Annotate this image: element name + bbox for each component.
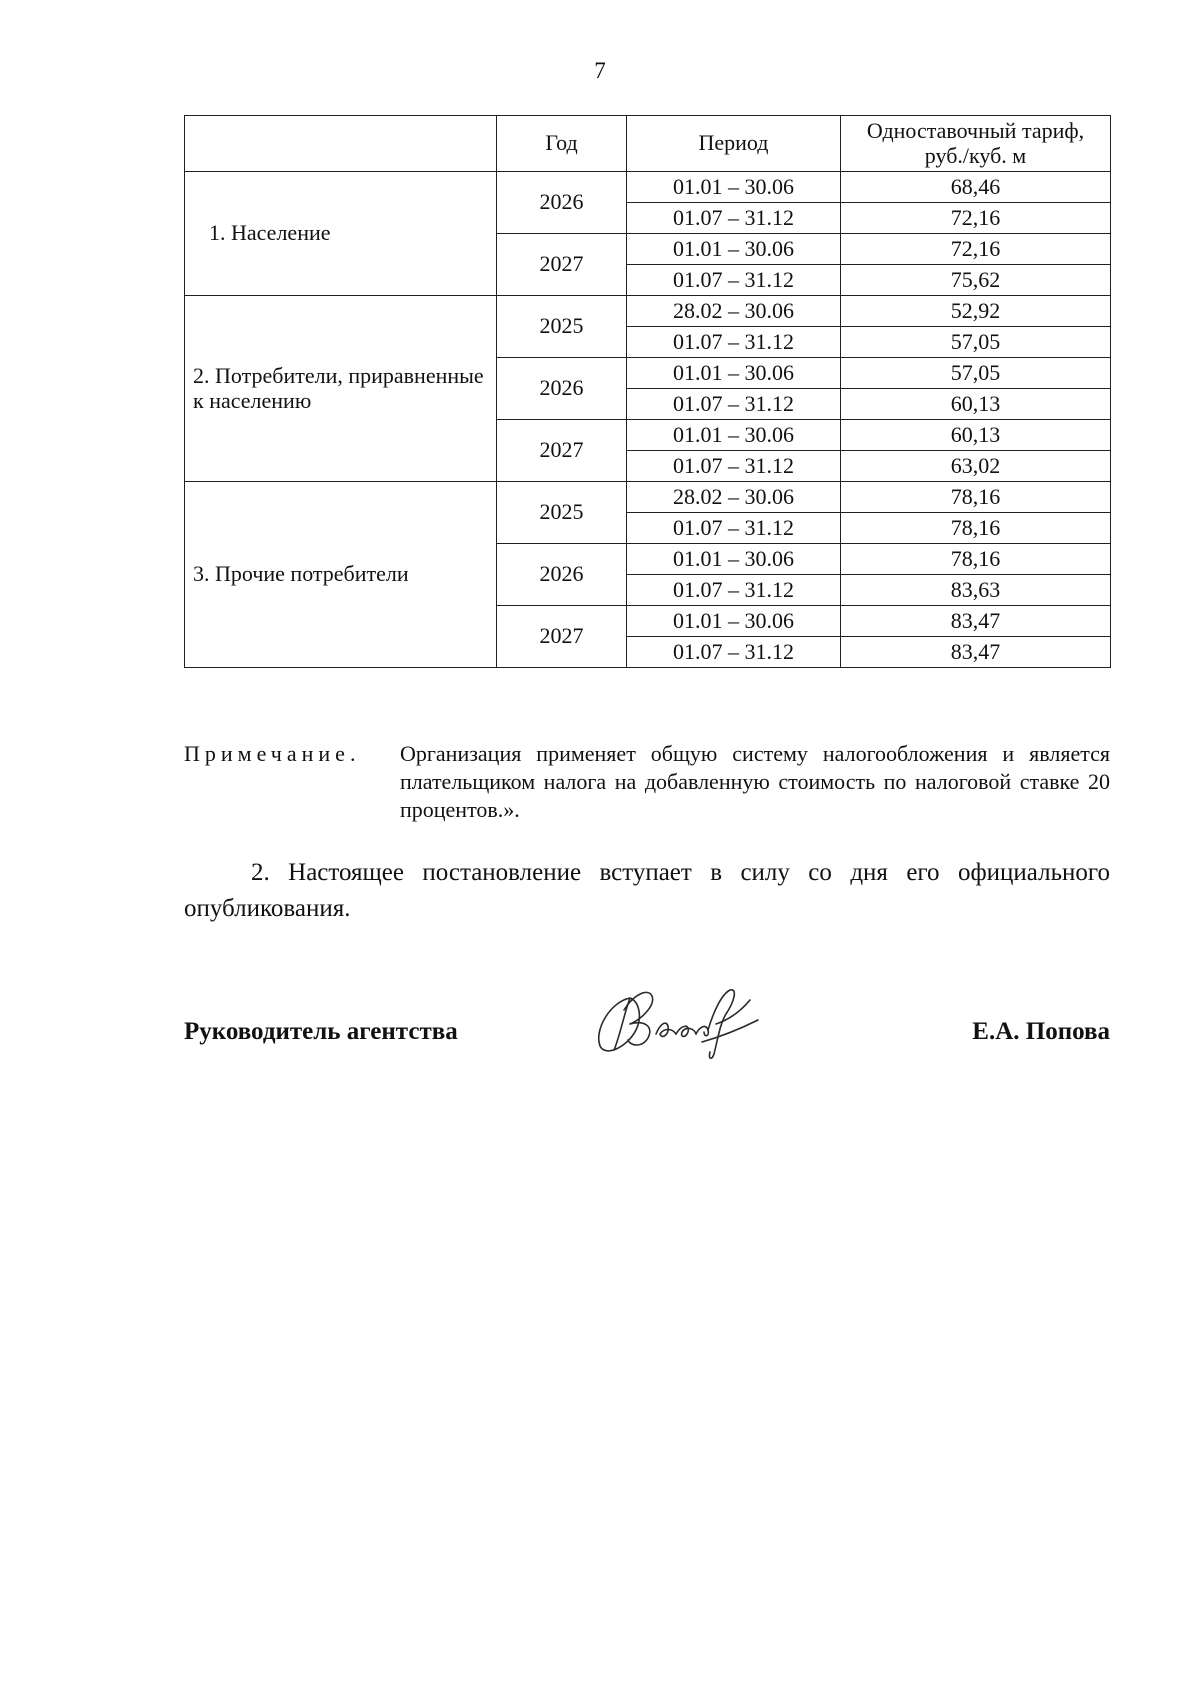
header-tariff: Одноставочный тариф, руб./куб. м [841,116,1111,172]
table-header-row [185,116,1111,172]
category-cell: 1. Население [185,172,497,296]
tariff-table [184,115,1111,668]
year-cell: 2026 [497,172,627,234]
tariff-cell: 57,05 [841,327,1111,358]
table-row [185,172,1111,203]
page-number: 7 [594,58,606,83]
tariff-cell: 72,16 [841,234,1111,265]
tariff-cell: 75,62 [841,265,1111,296]
period-cell: 01.07 – 31.12 [627,327,841,358]
tariff-cell: 63,02 [841,451,1111,482]
year-cell: 2026 [497,358,627,420]
year-cell: 2025 [497,482,627,544]
period-cell: 01.01 – 30.06 [627,172,841,203]
tariff-cell: 57,05 [841,358,1111,389]
header-period: Период [627,116,841,172]
period-cell: 01.01 – 30.06 [627,358,841,389]
tariff-cell: 78,16 [841,544,1111,575]
header-category [185,116,497,172]
tariff-cell: 68,46 [841,172,1111,203]
period-cell: 01.07 – 31.12 [627,203,841,234]
period-cell: 01.01 – 30.06 [627,544,841,575]
signatory-name: Е.А. Попова [972,1018,1110,1045]
period-cell: 01.07 – 31.12 [627,389,841,420]
period-cell: 01.07 – 31.12 [627,513,841,544]
tariff-cell: 52,92 [841,296,1111,327]
period-cell: 01.01 – 30.06 [627,606,841,637]
year-cell: 2027 [497,606,627,668]
category-cell: 3. Прочие потребители [185,482,497,668]
year-cell: 2027 [497,420,627,482]
category-cell: 2. Потребители, приравненные к населению [185,296,497,482]
period-cell: 28.02 – 30.06 [627,296,841,327]
year-cell: 2027 [497,234,627,296]
year-cell: 2025 [497,296,627,358]
period-cell: 01.01 – 30.06 [627,420,841,451]
tariff-cell: 60,13 [841,420,1111,451]
table-row [185,482,1111,513]
signatory-position: Руководитель агентства [184,1018,458,1045]
period-cell: 28.02 – 30.06 [627,482,841,513]
note-label: Примечание. [184,741,361,766]
table-row [185,296,1111,327]
tariff-cell: 83,63 [841,575,1111,606]
period-cell: 01.07 – 31.12 [627,637,841,668]
header-year: Год [497,116,627,172]
tariff-cell: 72,16 [841,203,1111,234]
period-cell: 01.07 – 31.12 [627,265,841,296]
clause-2: 2. Настоящее постановление вступает в силу со дня его официального опубликования. [184,859,1110,922]
note-text: Организация применяет общую систему налогообложения и является плательщиком налога на добавленную стоимость по налоговой ставке 20 процентов.». [400,741,1110,822]
period-cell: 01.01 – 30.06 [627,234,841,265]
period-cell: 01.07 – 31.12 [627,575,841,606]
handwritten-signature-icon [590,980,765,1062]
tariff-cell: 78,16 [841,513,1111,544]
period-cell: 01.07 – 31.12 [627,451,841,482]
tariff-cell: 60,13 [841,389,1111,420]
tariff-cell: 83,47 [841,637,1111,668]
tariff-cell: 83,47 [841,606,1111,637]
year-cell: 2026 [497,544,627,606]
tariff-cell: 78,16 [841,482,1111,513]
